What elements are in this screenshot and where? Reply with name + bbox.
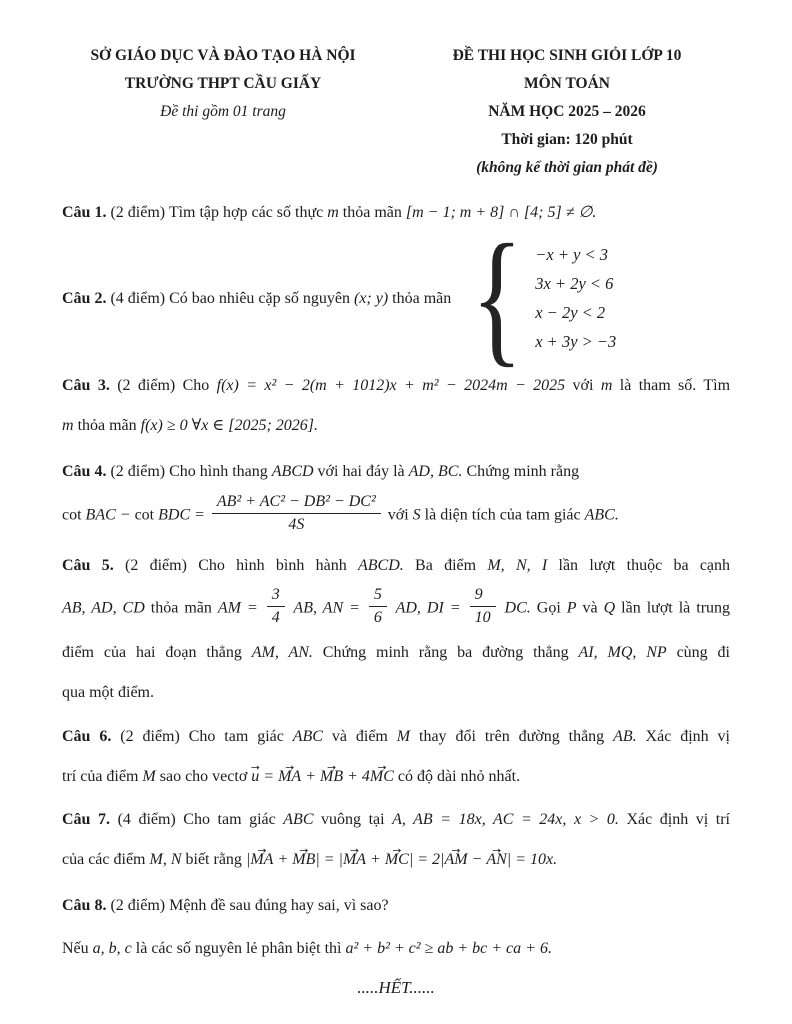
question-5-line-1 [62, 551, 730, 579]
system-line-3: x − 2y < 2 [535, 302, 606, 322]
text-run: biết rằng [181, 850, 246, 868]
text-run: cot [134, 506, 159, 524]
left-brace: { [471, 214, 524, 380]
text-run: thỏa mãn [388, 289, 452, 307]
text-run: M [396, 727, 411, 745]
fraction-numerator: AB² + AC² − DB² − DC² [212, 493, 381, 514]
text-run: Q [603, 599, 616, 617]
question-2 [62, 214, 730, 380]
question-8-line-1 [62, 891, 730, 919]
text-run: A, AB = 18x, AC = 24x, x > 0. [392, 810, 619, 828]
question-4 [62, 457, 730, 537]
text-run: m [600, 377, 613, 394]
text-run: Câu 7. [62, 810, 111, 828]
text-run: lần lượt là trung [615, 599, 731, 617]
text-run: thỏa mãn [338, 204, 406, 221]
text-run: là các số nguyên lẻ phân biệt thì [131, 939, 346, 957]
text-run: có độ dài nhỏ nhất. [393, 767, 521, 785]
text-run: qua một điểm. [62, 683, 154, 701]
text-run: Chứng minh rằng [462, 463, 580, 480]
text-run: AI, MQ, NP [578, 643, 667, 661]
text-run: ABC [292, 727, 323, 745]
text-run: + [273, 850, 293, 868]
text-run: P [566, 599, 577, 617]
fraction-denominator: 10 [474, 609, 491, 627]
text-run: và điểm [322, 727, 397, 745]
text-run: (4 điểm) Có bao nhiêu cặp số nguyên [106, 289, 354, 307]
text-run: và [576, 599, 604, 617]
text-run: (2 điểm) Cho [109, 377, 217, 394]
text-run: − [467, 850, 487, 868]
question-1 [62, 198, 730, 226]
vector-symbol: u → [251, 764, 259, 790]
text-run: ABC. [584, 506, 619, 524]
text-run: của các điểm [62, 850, 150, 868]
question-5 [62, 551, 730, 706]
text-run: Gọi [530, 599, 567, 617]
text-run: M [142, 767, 156, 785]
text-run: m [327, 204, 339, 221]
text-run: Xác định vị trí [618, 810, 730, 828]
fraction [470, 586, 496, 628]
text-run: Câu 5. [62, 556, 114, 574]
question-2-intro [62, 284, 451, 312]
fraction-denominator: 6 [373, 609, 382, 627]
text-run: cot [62, 506, 86, 524]
vector-symbol: AN → [486, 847, 506, 873]
text-run: điểm của hai đoạn thẳng [62, 643, 252, 661]
header-right-block [404, 42, 730, 182]
text-run: AD, DI = [389, 599, 467, 617]
fraction-numerator: 5 [369, 586, 387, 607]
text-run: − [115, 506, 135, 524]
vector-symbol: MA → [343, 847, 366, 873]
subject-name: MÔN TOÁN [524, 75, 610, 92]
question-1-line-1 [62, 198, 730, 226]
text-run: ABCD [271, 463, 314, 480]
document-header [62, 42, 730, 182]
text-run: m [62, 417, 74, 434]
text-run: là tham số. Tìm [612, 377, 731, 394]
text-run: Ba điểm [403, 556, 488, 574]
duration-note: (không kể thời gian phát đề) [476, 159, 658, 176]
text-run: BAC [85, 506, 116, 524]
fraction [212, 493, 381, 535]
text-run: với hai đáy là [313, 463, 409, 480]
text-run: (4 điểm) Cho tam giác [110, 810, 284, 828]
question-3-line-2 [62, 411, 730, 439]
text-run: Câu 2. [62, 289, 107, 307]
text-run: (2 điểm) Cho hình thang [106, 463, 272, 480]
vector-symbol: MB → [320, 764, 343, 790]
text-run: DC. [498, 599, 531, 617]
department-name: SỞ GIÁO DỤC VÀ ĐÀO TẠO HÀ NỘI [90, 47, 356, 64]
text-run: Câu 6. [62, 727, 112, 745]
text-run: (2 điểm) Cho hình bình hành [113, 556, 358, 574]
text-run: | = 2| [408, 850, 445, 868]
text-run: f(x) = x² − 2(m + 1012)x + m² − 2024m − 2025 [216, 377, 566, 394]
text-run: Nếu [62, 939, 93, 957]
question-5-line-2 [62, 586, 730, 630]
text-run: S [412, 506, 421, 524]
text-run: [m − 1; m + 8] ∩ [4; 5] ≠ ∅. [405, 204, 597, 221]
vector-symbol: MA → [278, 764, 301, 790]
exam-body [62, 198, 730, 998]
fraction-denominator: 4 [271, 609, 280, 627]
question-7-line-1 [62, 805, 730, 833]
fraction [369, 586, 387, 628]
header-left-block [62, 42, 384, 126]
text-run: + [366, 850, 385, 868]
text-run: sao cho vectơ [155, 767, 252, 785]
vector-symbol: MC → [370, 764, 394, 790]
text-run: M, N [149, 850, 182, 868]
system-lines [535, 240, 616, 356]
question-4-line-1 [62, 457, 730, 485]
end-of-exam-marker: .....HẾT...... [357, 977, 435, 997]
text-run: AD, BC. [408, 463, 463, 480]
text-run: với [565, 377, 601, 394]
text-run: f(x) ≥ 0 ∀x ∈ [2025; 2026]. [140, 417, 319, 434]
text-run: Câu 4. [62, 463, 107, 480]
vector-symbol: MB → [292, 847, 315, 873]
text-run: lần lượt thuộc ba cạnh [547, 556, 731, 574]
vector-symbol: MC → [385, 847, 409, 873]
text-run: a, b, c [92, 939, 132, 957]
text-run: ABCD. [357, 556, 404, 574]
text-run: Xác định vị [636, 727, 731, 745]
text-run: thay đổi trên đường thẳng [410, 727, 614, 745]
fraction-numerator: 9 [470, 586, 496, 607]
school-year: NĂM HỌC 2025 – 2026 [488, 103, 646, 120]
question-3 [62, 371, 730, 439]
system-line-4: x + 3y > −3 [535, 331, 617, 351]
vector-symbol: AM → [444, 847, 467, 873]
question-7-line-2 [62, 845, 730, 873]
school-name: TRƯỜNG THPT CẦU GIẤY [124, 75, 322, 92]
text-run: với [383, 506, 413, 524]
text-run: vuông tại [313, 810, 393, 828]
question-5-line-3 [62, 638, 730, 666]
question-6 [62, 722, 730, 790]
text-run: Chứng minh rằng ba đường thẳng [312, 643, 579, 661]
text-run: (2 điểm) Mệnh đề sau đúng hay sai, vì sao? [106, 896, 389, 914]
system-line-1: −x + y < 3 [535, 244, 609, 264]
text-run: Câu 1. [62, 204, 107, 221]
text-run: AM, AN. [251, 643, 313, 661]
text-run: | = | [315, 850, 343, 868]
text-run: cùng đi [666, 643, 731, 661]
text-run: thỏa mãn [73, 417, 141, 434]
question-3-line-1 [62, 371, 730, 399]
question-6-line-1 [62, 722, 730, 750]
text-run: | = 10x. [506, 850, 558, 868]
duration: Thời gian: 120 phút [501, 131, 633, 148]
fraction [267, 586, 285, 628]
system-of-inequalities [461, 214, 617, 380]
fraction-numerator: 3 [267, 586, 285, 607]
text-run: trí của điểm [62, 767, 143, 785]
question-8 [62, 891, 730, 962]
text-run: = [259, 767, 279, 785]
text-run: thỏa mãn [144, 599, 218, 617]
question-4-formula [62, 493, 730, 537]
text-run: AB, AN = [287, 599, 366, 617]
text-run: (2 điểm) Cho tam giác [111, 727, 293, 745]
text-run: AB. [613, 727, 637, 745]
page-count-note: Đề thi gồm 01 trang [160, 103, 286, 120]
question-6-line-2 [62, 762, 730, 790]
text-run: | [245, 850, 251, 868]
text-run: M, N, I [487, 556, 548, 574]
text-run: Câu 8. [62, 896, 107, 914]
text-run: = [190, 506, 209, 524]
text-run: ABC [283, 810, 314, 828]
text-run: + [301, 767, 320, 785]
question-8-line-2 [62, 934, 730, 962]
text-run: BDC [158, 506, 191, 524]
exam-title: ĐỀ THI HỌC SINH GIỎI LỚP 10 [452, 47, 682, 64]
text-run: là diện tích của tam giác [420, 506, 585, 524]
text-run: AB, AD, CD [62, 599, 145, 617]
question-5-line-4 [62, 678, 730, 706]
vector-symbol: MA → [250, 847, 273, 873]
text-run: (2 điểm) Tìm tập hợp các số thực [106, 204, 328, 221]
text-run: a² + b² + c² ≥ ab + bc + ca + 6. [345, 939, 552, 957]
text-run: (x; y) [353, 289, 389, 307]
text-run: + 4 [343, 767, 370, 785]
text-run: AM = [217, 599, 264, 617]
text-run: Câu 3. [62, 377, 110, 394]
fraction-denominator: 4S [288, 516, 305, 534]
question-7 [62, 805, 730, 873]
system-line-2: 3x + 2y < 6 [535, 273, 614, 293]
